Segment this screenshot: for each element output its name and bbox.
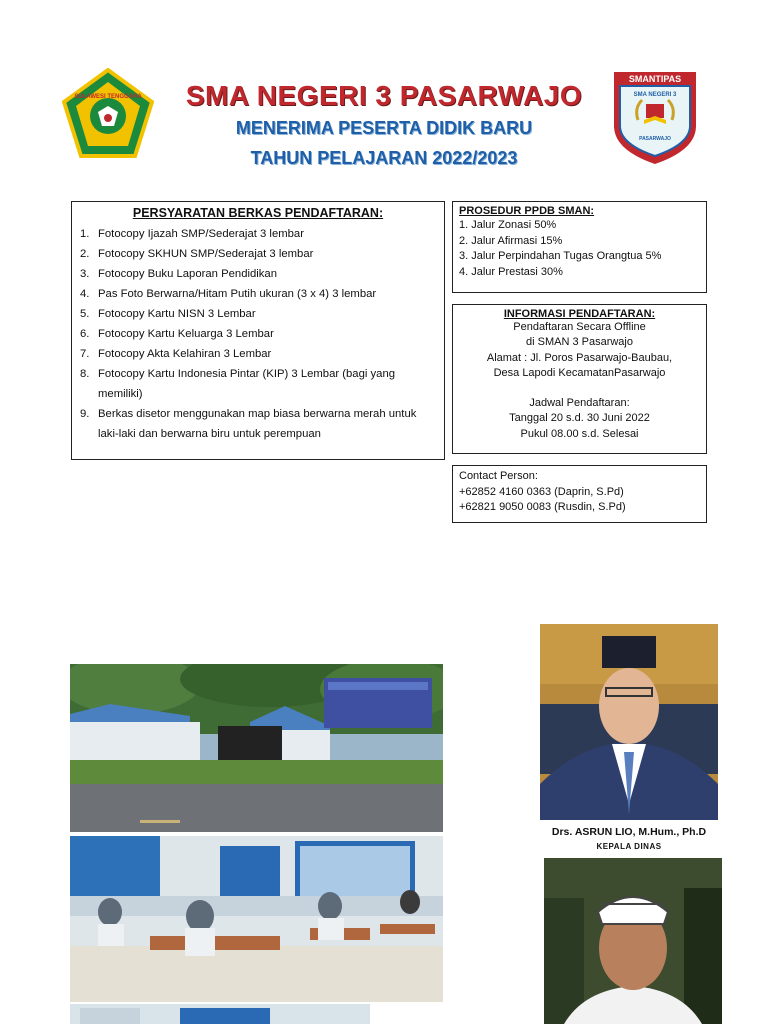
svg-text:PASARWAJO: PASARWAJO <box>639 136 671 142</box>
contact-phone: +62821 9050 0083 (Rusdin, S.Pd) <box>459 501 626 513</box>
requirement-number: 8. <box>80 368 90 380</box>
schedule-title: Jadwal Pendaftaran: <box>529 397 630 410</box>
info-title: INFORMASI PENDAFTARAN: <box>503 308 656 320</box>
requirement-text: Fotocopy Buku Laporan Pendidikan <box>98 268 277 280</box>
contact-title: Contact Person: <box>459 470 538 482</box>
procedure-item: 1. Jalur Zonasi 50% <box>459 219 557 231</box>
principal-photo <box>544 858 722 1024</box>
school-name-title: SMA NEGERI 3 PASARWAJO <box>185 80 583 111</box>
academic-year-subtitle: TAHUN PELAJARAN 2022/2023 <box>250 148 518 168</box>
requirement-text: Fotocopy Kartu Keluarga 3 Lembar <box>98 328 274 340</box>
procedure-item: 2. Jalur Afirmasi 15% <box>459 234 563 247</box>
info-address: Alamat : Jl. Poros Pasarwajo-Baubau, <box>486 351 673 364</box>
requirement-number: 5. <box>80 308 90 320</box>
requirement-item <box>80 324 436 344</box>
svg-text:SULAWESI TENGGARA: SULAWESI TENGGARA <box>74 94 142 100</box>
requirement-text: Fotocopy Kartu NISN 3 Lembar <box>98 308 256 320</box>
requirement-text: Fotocopy Kartu Indonesia Pintar (KIP) 3 Lembar (bagi yang memiliki) <box>98 368 396 400</box>
official-title-caption: KEPALA DINAS <box>596 842 662 851</box>
classroom-bottom-photo <box>70 1004 370 1024</box>
info-line: Pendaftaran Secara Offline <box>513 321 646 333</box>
registration-info-box <box>452 304 707 454</box>
requirement-number: 7. <box>80 348 90 360</box>
requirement-number: 1. <box>80 228 90 240</box>
info-address: Desa Lapodi KecamatanPasarwajo <box>493 366 666 379</box>
requirements-list <box>80 224 436 444</box>
requirement-item <box>80 224 436 244</box>
contact-phone: +62852 4160 0363 (Daprin, S.Pd) <box>459 485 624 498</box>
requirement-item <box>80 344 436 364</box>
requirement-number: 2. <box>80 248 90 260</box>
smantipas-school-emblem <box>610 68 700 166</box>
procedure-box <box>452 201 707 293</box>
school-building-photo <box>70 664 443 832</box>
requirement-item <box>80 244 436 264</box>
requirement-text: Pas Foto Berwarna/Hitam Putih ukuran (3 x 4) 3 lembar <box>98 288 377 300</box>
sulawesi-tenggara-emblem <box>62 68 154 160</box>
requirement-text: Fotocopy Ijazah SMP/Sederajat 3 lembar <box>98 228 304 240</box>
requirement-item <box>80 284 436 304</box>
requirements-title: PERSYARATAN BERKAS PENDAFTARAN: <box>132 206 384 220</box>
admission-subtitle: MENERIMA PESERTA DIDIK BARU <box>235 118 533 138</box>
requirement-item <box>80 304 436 324</box>
requirement-text: Berkas disetor menggunakan map biasa berwarna merah untuk laki-laki dan berwarna biru untuk perempuan <box>98 408 417 440</box>
procedure-item: 3. Jalur Perpindahan Tugas Orangtua 5% <box>459 250 662 262</box>
requirement-number: 3. <box>80 268 90 280</box>
schedule-time: Pukul 08.00 s.d. Selesai <box>520 427 639 440</box>
contact-box <box>452 465 707 523</box>
svg-text:SMANTIPAS: SMANTIPAS <box>628 74 682 84</box>
official-name-caption: Drs. ASRUN LIO, M.Hum., Ph.D <box>551 826 707 838</box>
schedule-date: Tanggal 20 s.d. 30 Juni 2022 <box>509 412 650 425</box>
head-of-department-photo <box>540 624 718 854</box>
svg-text:SMA NEGERI 3: SMA NEGERI 3 <box>633 92 677 98</box>
requirement-item <box>80 364 436 404</box>
requirements-box <box>71 201 445 460</box>
requirement-item <box>80 404 436 444</box>
requirement-number: 6. <box>80 328 90 340</box>
classroom-exam-photo <box>70 836 443 1002</box>
requirement-number: 9. <box>80 408 90 420</box>
requirement-number: 4. <box>80 288 90 300</box>
requirement-text: Fotocopy Akta Kelahiran 3 Lembar <box>98 348 272 360</box>
requirement-item <box>80 264 436 284</box>
procedure-title: PROSEDUR PPDB SMAN: <box>459 205 595 217</box>
procedure-item: 4. Jalur Prestasi 30% <box>459 265 563 278</box>
requirement-text: Fotocopy SKHUN SMP/Sederajat 3 lembar <box>98 248 314 260</box>
info-line: di SMAN 3 Pasarwajo <box>526 336 633 349</box>
